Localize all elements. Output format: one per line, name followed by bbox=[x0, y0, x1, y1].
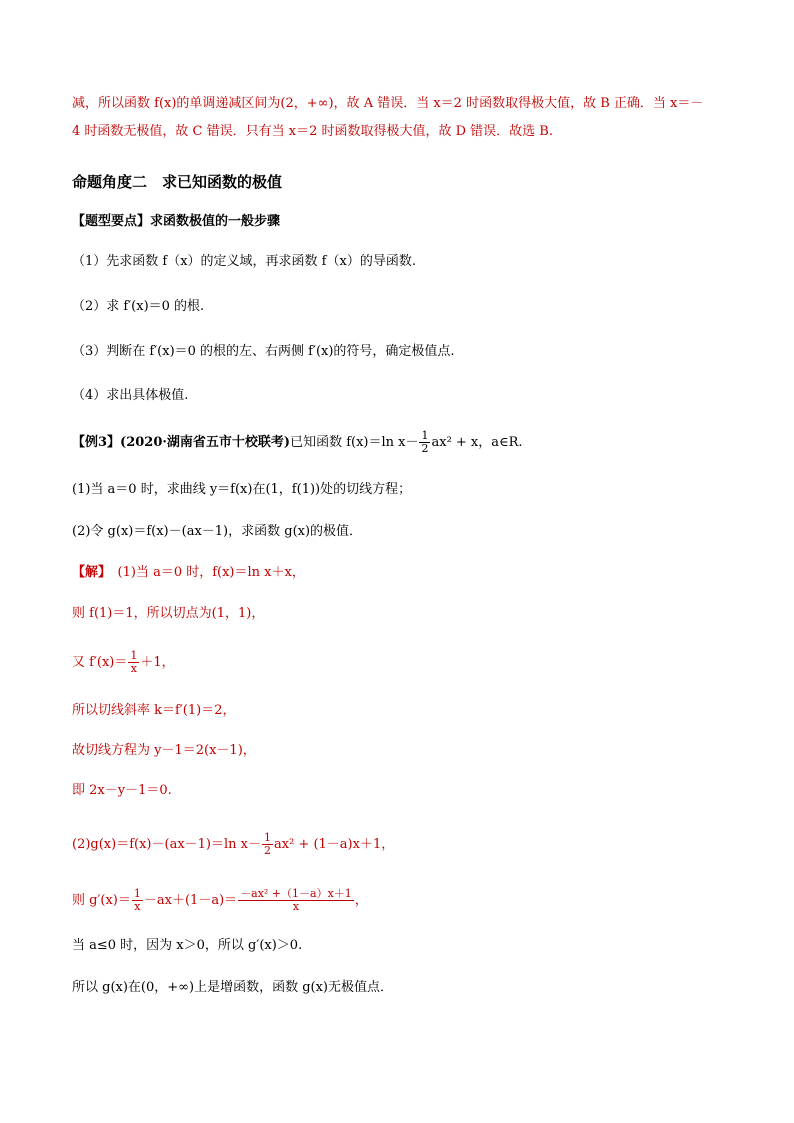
solution-text: 则 g′(x)＝ bbox=[72, 893, 131, 908]
fraction: $\frac{1}{2}$ bbox=[421, 429, 429, 455]
solution-line bbox=[72, 888, 368, 913]
fraction: $\frac{\text{－ax² +（1－a）x＋1}}{x}$ bbox=[240, 887, 352, 913]
paragraph-line: 4 时函数无极值，故 C 错误．只有当 x＝2 时函数取得极大值，故 D 错误．故选 B. bbox=[72, 124, 553, 139]
solution-text: 又 f′(x)＝ bbox=[72, 655, 128, 670]
fraction: $\frac{1}{2}$ bbox=[264, 831, 271, 857]
fraction: $\frac{1}{x}$ bbox=[130, 649, 138, 675]
question-1: (1)当 a＝0 时，求曲线 y＝f(x)在(1，f(1))处的切线方程； bbox=[72, 482, 412, 497]
example-label: 【例3】 bbox=[72, 435, 121, 450]
solution-line bbox=[72, 650, 175, 675]
step-1: （1）先求函数 f（x）的定义域，再求函数 f（x）的导函数. bbox=[72, 254, 416, 269]
fraction: $\frac{1}{x}$ bbox=[133, 887, 141, 913]
tip-label: 【题型要点】 bbox=[72, 214, 151, 229]
example-text: 已知函数 f(x)＝ln x－ bbox=[290, 435, 419, 450]
solution-text: －ax＋(1－a)＝ bbox=[143, 893, 238, 908]
solution-line: 当 a≤0 时，因为 x＞0，所以 g′(x)＞0. bbox=[72, 938, 303, 953]
step-2: （2）求 f′(x)＝0 的根. bbox=[72, 299, 205, 314]
step-3: （3）判断在 f′(x)＝0 的根的左、右两侧 f′(x)的符号，确定极值点. bbox=[72, 344, 455, 359]
solution-line bbox=[72, 832, 394, 857]
solution-text: ， bbox=[354, 893, 368, 908]
solution-text: (1)当 a＝0 时，f(x)＝ln x＋x， bbox=[104, 565, 305, 580]
solution-text: (2)g(x)＝f(x)－(ax－1)＝ln x－ bbox=[72, 837, 261, 852]
solution-line: 所以切线斜率 k＝f′(1)＝2， bbox=[72, 703, 236, 718]
tip-heading bbox=[72, 212, 280, 232]
example-text: ax² + x，a∈R. bbox=[431, 435, 523, 450]
paragraph-line: 减，所以函数 f(x)的单调递减区间为(2，+∞)，故 A 错误．当 x＝2 时函数取得极大值，故 B 正确．当 x＝－ bbox=[72, 96, 704, 111]
step-4: （4）求出具体极值. bbox=[72, 388, 189, 403]
tip-text: 求函数极值的一般步骤 bbox=[150, 214, 281, 229]
solution-label: 【解】 bbox=[72, 565, 105, 580]
solution-line: 则 f(1)＝1，所以切点为(1，1)， bbox=[72, 606, 265, 621]
question-2: (2)令 g(x)＝f(x)－(ax－1)，求函数 g(x)的极值． bbox=[72, 524, 363, 539]
solution-text: ax² + (1－a)x＋1， bbox=[274, 837, 395, 852]
solution-line: 即 2x－y－1＝0. bbox=[72, 783, 172, 798]
example-heading bbox=[72, 430, 523, 455]
solution-text: ＋1， bbox=[140, 655, 175, 670]
example-source: (2020·湖南省五市十校联考) bbox=[120, 435, 291, 450]
solution-line: 故切线方程为 y－1＝2(x－1)， bbox=[72, 743, 256, 758]
solution-line bbox=[72, 563, 305, 583]
section-title: 命题角度二 求已知函数的极值 bbox=[72, 173, 283, 191]
solution-line: 所以 g(x)在(0，+∞)上是增函数，函数 g(x)无极值点． bbox=[72, 980, 393, 995]
